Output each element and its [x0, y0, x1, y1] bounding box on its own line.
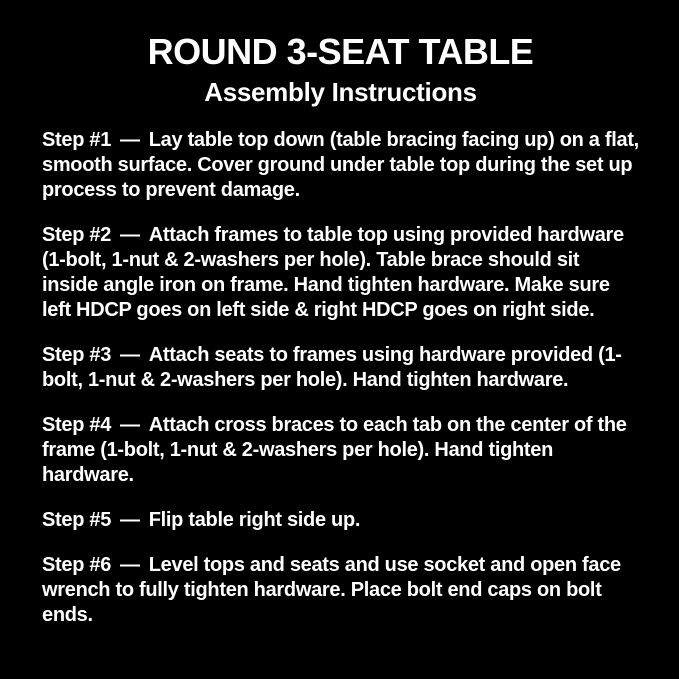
step-2-label: Step #2	[42, 224, 112, 246]
step-4-dash: —	[120, 414, 140, 436]
step-5-text: Flip table right side up.	[148, 509, 361, 531]
page-title: ROUND 3-SEAT TABLE	[147, 31, 534, 72]
step-5-paragraph	[42, 508, 639, 533]
step-4-paragraph	[42, 413, 639, 488]
step-6-paragraph	[42, 553, 639, 628]
step-5-label: Step #5	[42, 509, 112, 531]
step-5-dash: —	[120, 509, 140, 531]
step-6-text: Level tops and seats and use socket and open face wrench to fully tighten hardware. Place bolt end caps on bolt ends.	[42, 554, 621, 626]
step-1-text: Lay table top down (table bracing facing up) on a flat, smooth surface. Cover ground under table top during the set up process to prevent damage.	[42, 129, 639, 201]
step-2-dash: —	[120, 224, 140, 246]
step-3-text: Attach seats to frames using hardware provided (1-bolt, 1-nut & 2-washers per hole). Hand tighten hardware.	[42, 344, 622, 391]
steps-list	[42, 128, 639, 628]
step-4-text: Attach cross braces to each tab on the center of the frame (1-bolt, 1-nut & 2-washers per hole). Hand tighten hardware.	[42, 414, 627, 486]
step-6-dash: —	[120, 554, 140, 576]
step-6-label: Step #6	[42, 554, 112, 576]
page-subtitle: Assembly Instructions	[204, 77, 477, 107]
step-3-label: Step #3	[42, 344, 112, 366]
step-1-dash: —	[120, 129, 140, 151]
step-3-paragraph	[42, 343, 639, 393]
step-2-text: Attach frames to table top using provided hardware (1-bolt, 1-nut & 2-washers per hole). Table brace should sit inside angle iron on frame. Hand tighten hardware. Make sure left HDCP goes on left side & right HDCP goes on right side.	[42, 224, 624, 321]
step-3-dash: —	[120, 344, 140, 366]
step-4-label: Step #4	[42, 414, 112, 436]
step-2-paragraph	[42, 223, 639, 323]
step-1-label: Step #1	[42, 129, 112, 151]
step-1-paragraph	[42, 128, 639, 203]
